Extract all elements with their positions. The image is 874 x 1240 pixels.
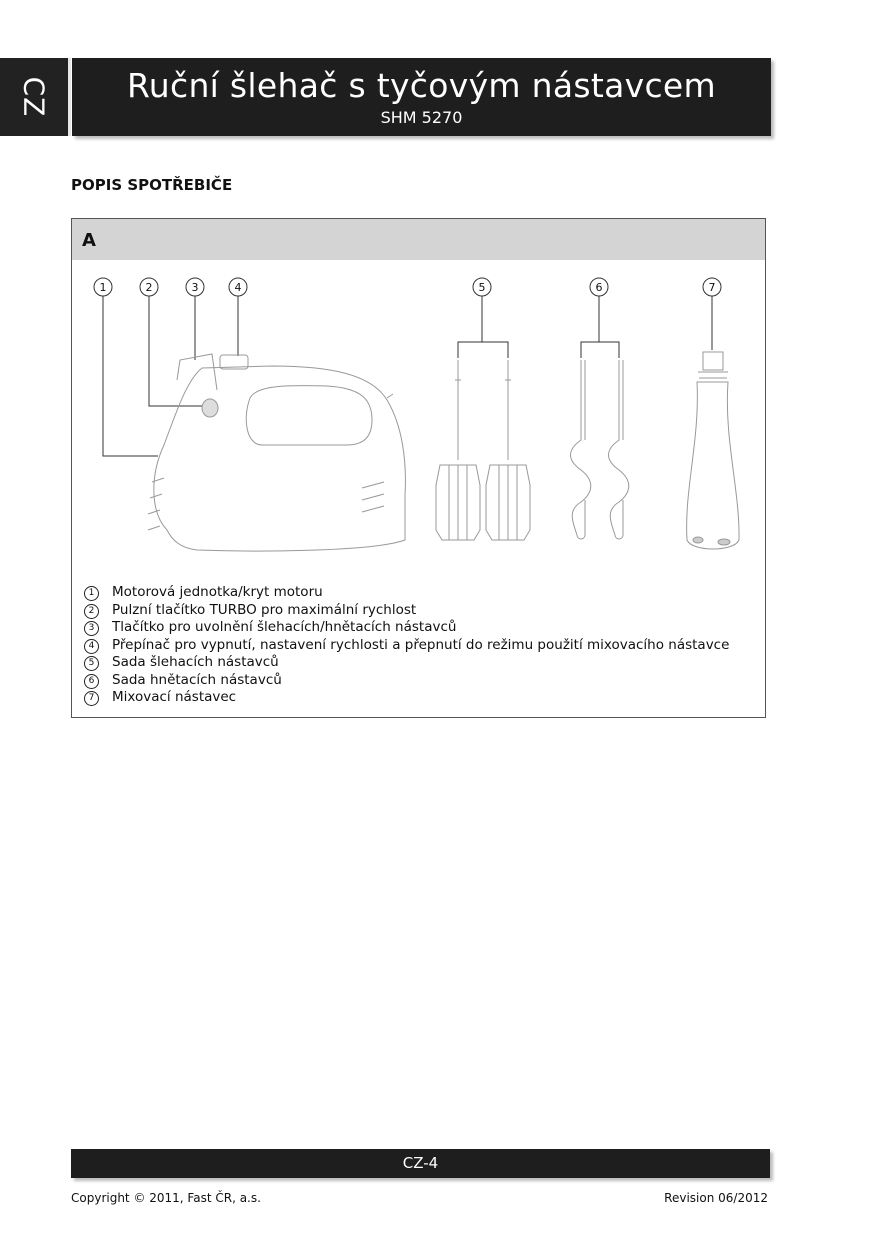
- section-heading: POPIS SPOTŘEBIČE: [71, 176, 233, 194]
- blender-attachment: [687, 352, 739, 549]
- svg-text:3: 3: [191, 281, 199, 294]
- callout-4: [229, 278, 247, 296]
- svg-text:4: 4: [234, 281, 242, 294]
- callout-7: [703, 278, 721, 296]
- callout-2: [140, 278, 158, 296]
- legend-item: [84, 672, 729, 690]
- legend-number: 6: [84, 674, 99, 689]
- legend-item: [84, 619, 729, 637]
- figure-label-bar: [72, 219, 765, 260]
- language-code: CZ: [17, 76, 51, 118]
- dough-hook-set: [571, 360, 629, 539]
- header-bar: [72, 58, 771, 136]
- svg-text:1: 1: [99, 281, 107, 294]
- model-number: SHM 5270: [380, 108, 463, 127]
- callout-1: [94, 278, 112, 296]
- legend-text: Pulzní tlačítko TURBO pro maximální rychlost: [112, 601, 417, 618]
- legend-number: 3: [84, 621, 99, 636]
- legend-number: 4: [84, 639, 99, 654]
- page-number: CZ-4: [402, 1154, 439, 1172]
- callout-5: [473, 278, 491, 296]
- page-title: Ruční šlehač s tyčovým nástavcem: [127, 66, 716, 105]
- legend-text: Motorová jednotka/kryt motoru: [112, 584, 323, 600]
- callout-6: [590, 278, 608, 296]
- legend-number: 1: [84, 586, 99, 601]
- legend-text: Tlačítko pro uvolnění šlehacích/hnětacích nástavců: [112, 619, 457, 635]
- legend-number: 7: [84, 691, 99, 706]
- legend-number: 2: [84, 604, 99, 619]
- legend-item: [84, 584, 729, 602]
- legend-item: [84, 654, 729, 672]
- legend-text: Přepínač pro vypnutí, nastavení rychlosti a přepnutí do režimu použití mixovacího nástavce: [112, 636, 730, 653]
- legend-text: Mixovací nástavec: [112, 689, 237, 705]
- legend-number: 5: [84, 656, 99, 671]
- beater-set: [436, 360, 530, 540]
- legend-item: [84, 689, 729, 707]
- copyright: Copyright © 2011, Fast ČR, a.s.: [71, 1191, 261, 1205]
- footer-bar: [71, 1149, 770, 1178]
- legend-list: [84, 584, 729, 707]
- svg-text:7: 7: [708, 281, 716, 294]
- svg-text:5: 5: [478, 281, 486, 294]
- mixer-motor-unit: [148, 354, 405, 551]
- language-tab: [0, 58, 71, 136]
- figure-box: [71, 218, 766, 718]
- appliance-illustration: [72, 260, 765, 570]
- legend-item: [84, 602, 729, 620]
- revision: Revision 06/2012: [664, 1191, 768, 1205]
- svg-text:6: 6: [595, 281, 603, 294]
- legend-text: Sada šlehacích nástavců: [112, 654, 279, 670]
- svg-text:2: 2: [145, 281, 153, 294]
- legend-item: [84, 637, 729, 655]
- callout-3: [186, 278, 204, 296]
- legend-text: Sada hnětacích nástavců: [112, 671, 282, 688]
- figure-label: A: [82, 230, 96, 251]
